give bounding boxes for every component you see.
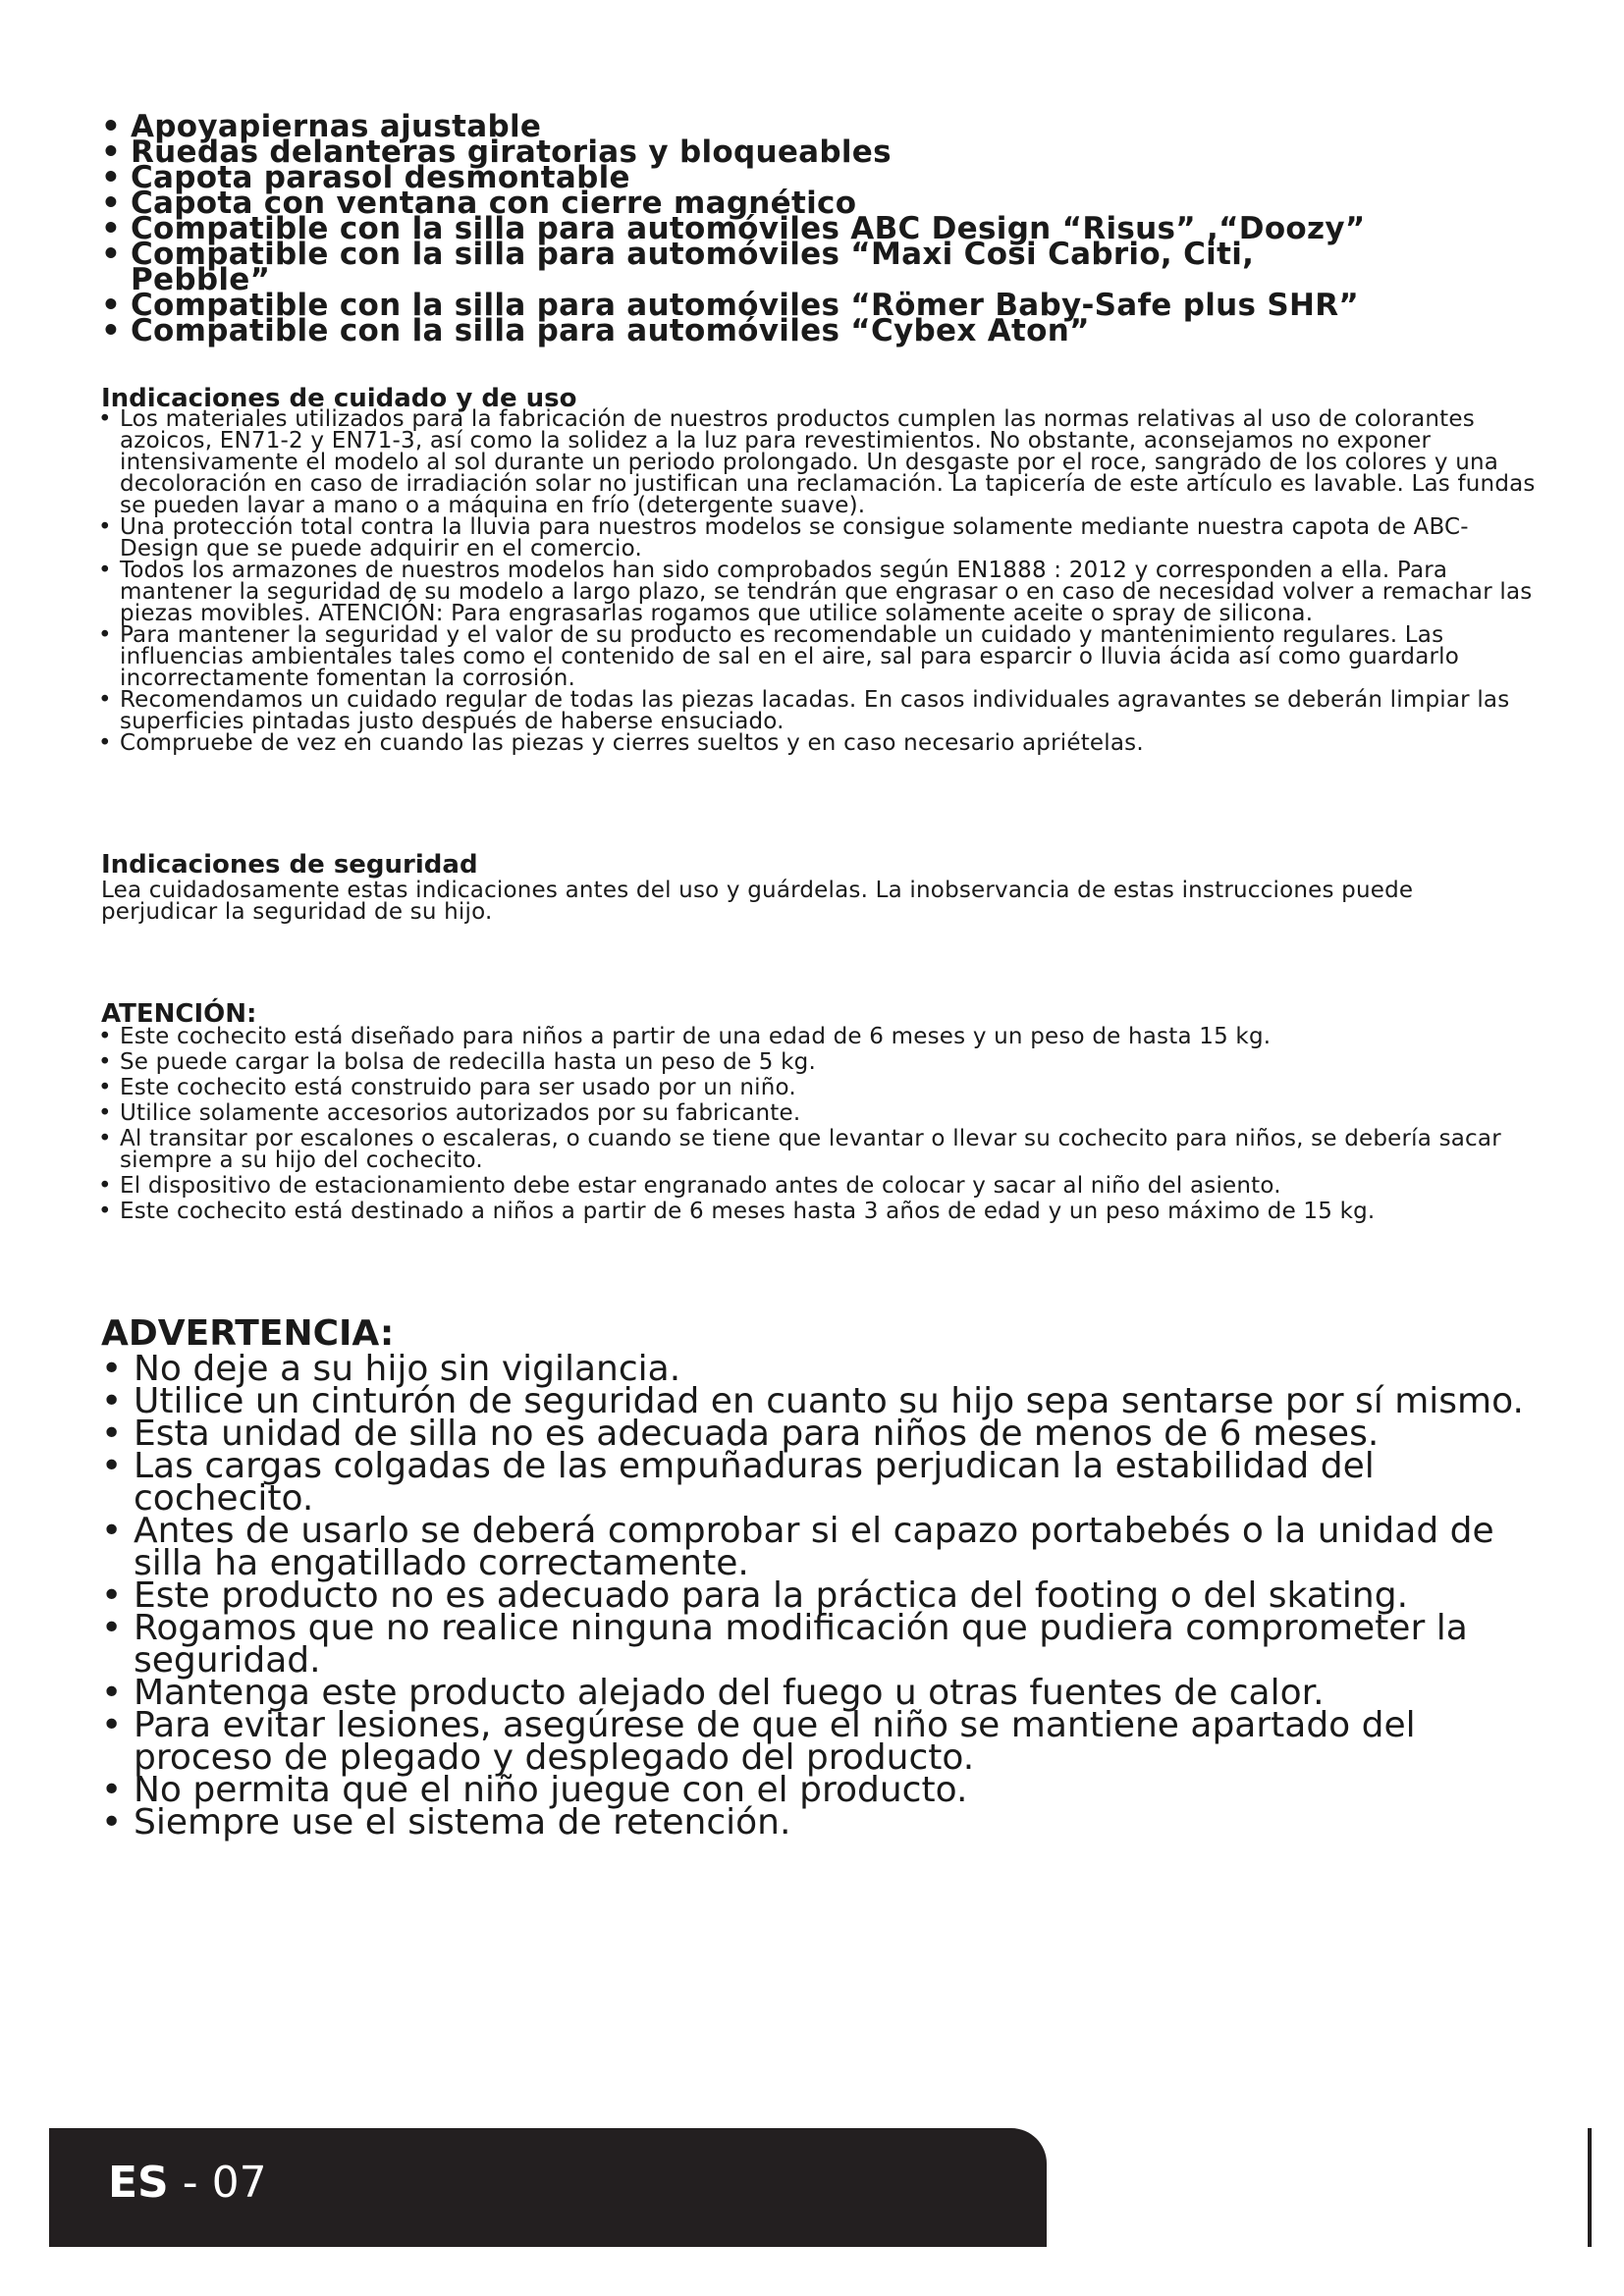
warning-title: ADVERTENCIA xyxy=(101,1313,380,1354)
care-item: • Compruebe de vez en cuando las piezas y cierres sueltos y en caso necesario apriételas. xyxy=(98,732,1542,754)
safety-intro: Lea cuidadosamente estas indicaciones antes del uso y guárdelas. La inobservancia de estas instrucciones puede perjudicar la seguridad de su hijo. xyxy=(101,878,1414,925)
warning-item: • Antes de usarlo se deberá comprobar si el capazo portabebés o la unidad de silla ha engatillado correctamente. xyxy=(101,1515,1544,1579)
warning-list xyxy=(101,1349,1544,1842)
page-separator: - xyxy=(168,2158,212,2208)
warning-item: • Rogamos que no realice ninguna modificación que pudiera comprometer la seguridad. xyxy=(101,1612,1544,1677)
warning-item: • Este producto no es adecuado para la práctica del footing o del skating. xyxy=(101,1579,1544,1612)
attention-item: • El dispositivo de estacionamiento debe estar engranado antes de colocar y sacar al niño del asiento. xyxy=(98,1175,1551,1197)
attention-list xyxy=(98,1026,1551,1226)
warning-item: • Siempre use el sistema de retención. xyxy=(101,1806,1544,1839)
care-list xyxy=(98,408,1542,754)
language-code: ES xyxy=(108,2158,169,2208)
attention-item: • Al transitar por escalones o escaleras, o cuando se tiene que levantar o llevar su cochecito para niños, se debería sacar siempre a su hijo del cochecito. xyxy=(98,1128,1551,1171)
warning-item: • Mantenga este producto alejado del fuego u otras fuentes de calor. xyxy=(101,1677,1544,1709)
attention-heading: ATENCIÓN: xyxy=(101,999,257,1029)
safety-heading: Indicaciones de seguridad xyxy=(101,850,478,880)
care-heading: Indicaciones de cuidado y de uso xyxy=(101,384,577,413)
attention-item: • Este cochecito está diseñado para niños a partir de una edad de 6 meses y un peso de hasta 15 kg. xyxy=(98,1026,1551,1047)
page-label xyxy=(108,2154,267,2213)
warning-item: • No deje a su hijo sin vigilancia. xyxy=(101,1353,1544,1385)
feature-item: • Compatible con la silla para automóviles “Römer Baby-Safe plus SHR” xyxy=(101,293,1378,318)
care-item: • Recomendamos un cuidado regular de todas las piezas lacadas. En casos individuales agravantes se deberán limpiar las superficies pintadas justo después de haberse ensuciado. xyxy=(98,689,1542,732)
attention-item: • Este cochecito está construido para ser usado por un niño. xyxy=(98,1077,1551,1098)
feature-list xyxy=(101,109,1378,348)
warning-item: • Para evitar lesiones, asegúrese de que el niño se mantiene apartado del proceso de plegado y desplegado del producto. xyxy=(101,1709,1544,1774)
care-item: • Los materiales utilizados para la fabricación de nuestros productos cumplen las normas relativas al uso de colorantes azoicos, EN71-2 y EN71-3, así como la solidez a la luz para revestimientos. No obstante, aconsejamos no exponer intensivamente el modelo al sol durante un periodo prolongado. Un desgaste por el roce, sangrado de los colores y una decoloración en caso de irradiación solar no justifican una reclamación. La tapicería de este artículo es lavable. Las fundas se pueden lavar a mano o a máquina en frío (detergente suave). xyxy=(98,408,1542,516)
feature-item: • Capota con ventana con cierre magnético xyxy=(101,190,1378,216)
warning-item: • Esta unidad de silla no es adecuada para niños de menos de 6 meses. xyxy=(101,1417,1544,1450)
care-item: • Todos los armazones de nuestros modelos han sido comprobados según EN1888 : 2012 y corresponden a ella. Para mantener la seguridad de su modelo a largo plazo, se tendrán que engrasar o en caso de necesidad volver a remachar las piezas movibles. ATENCIÓN: Para engrasarlas rogamos que utilice solamente aceite o spray de silicona. xyxy=(98,560,1542,624)
care-item: • Una protección total contra la lluvia para nuestros modelos se consigue solamente mediante nuestra capota de ABC-Design que se puede adquirir en el comercio. xyxy=(98,516,1542,560)
warning-heading xyxy=(101,1315,1544,1353)
care-item: • Para mantener la seguridad y el valor de su producto es recomendable un cuidado y mantenimiento regulares. Las influencias ambientales tales como el contenido de sal en el aire, sal para esparcir o lluvia ácida así como guardarlo incorrectamente fomentan la corrosión. xyxy=(98,624,1542,689)
attention-item: • Se puede cargar la bolsa de redecilla hasta un peso de 5 kg. xyxy=(98,1051,1551,1073)
attention-item: • Utilice solamente accesorios autorizados por su fabricante. xyxy=(98,1102,1551,1124)
warning-colon: : xyxy=(379,1313,395,1354)
feature-item: • Capota parasol desmontable xyxy=(101,165,1378,190)
feature-item: • Compatible con la silla para automóviles “Maxi Cosi Cabrio, Citi, Pebble” xyxy=(101,241,1378,293)
attention-item: • Este cochecito está destinado a niños a partir de 6 meses hasta 3 años de edad y un peso máximo de 15 kg. xyxy=(98,1201,1551,1222)
warning-item: • Las cargas colgadas de las empuñaduras perjudican la estabilidad del cochecito. xyxy=(101,1450,1544,1515)
right-edge-rule xyxy=(1588,2128,1592,2247)
feature-item: • Compatible con la silla para automóviles “Cybex Aton” xyxy=(101,318,1378,344)
feature-item: • Apoyapiernas ajustable xyxy=(101,114,1378,139)
footer-bar xyxy=(49,2128,1047,2247)
page-number: 07 xyxy=(211,2158,267,2208)
feature-item: • Compatible con la silla para automóviles ABC Design “Risus” ,“Doozy” xyxy=(101,216,1378,241)
warning-section xyxy=(101,1313,1544,1842)
warning-item: • No permita que el niño juegue con el producto. xyxy=(101,1774,1544,1806)
feature-item: • Ruedas delanteras giratorias y bloqueables xyxy=(101,139,1378,165)
warning-item: • Utilice un cinturón de seguridad en cuanto su hijo sepa sentarse por sí mismo. xyxy=(101,1385,1544,1417)
